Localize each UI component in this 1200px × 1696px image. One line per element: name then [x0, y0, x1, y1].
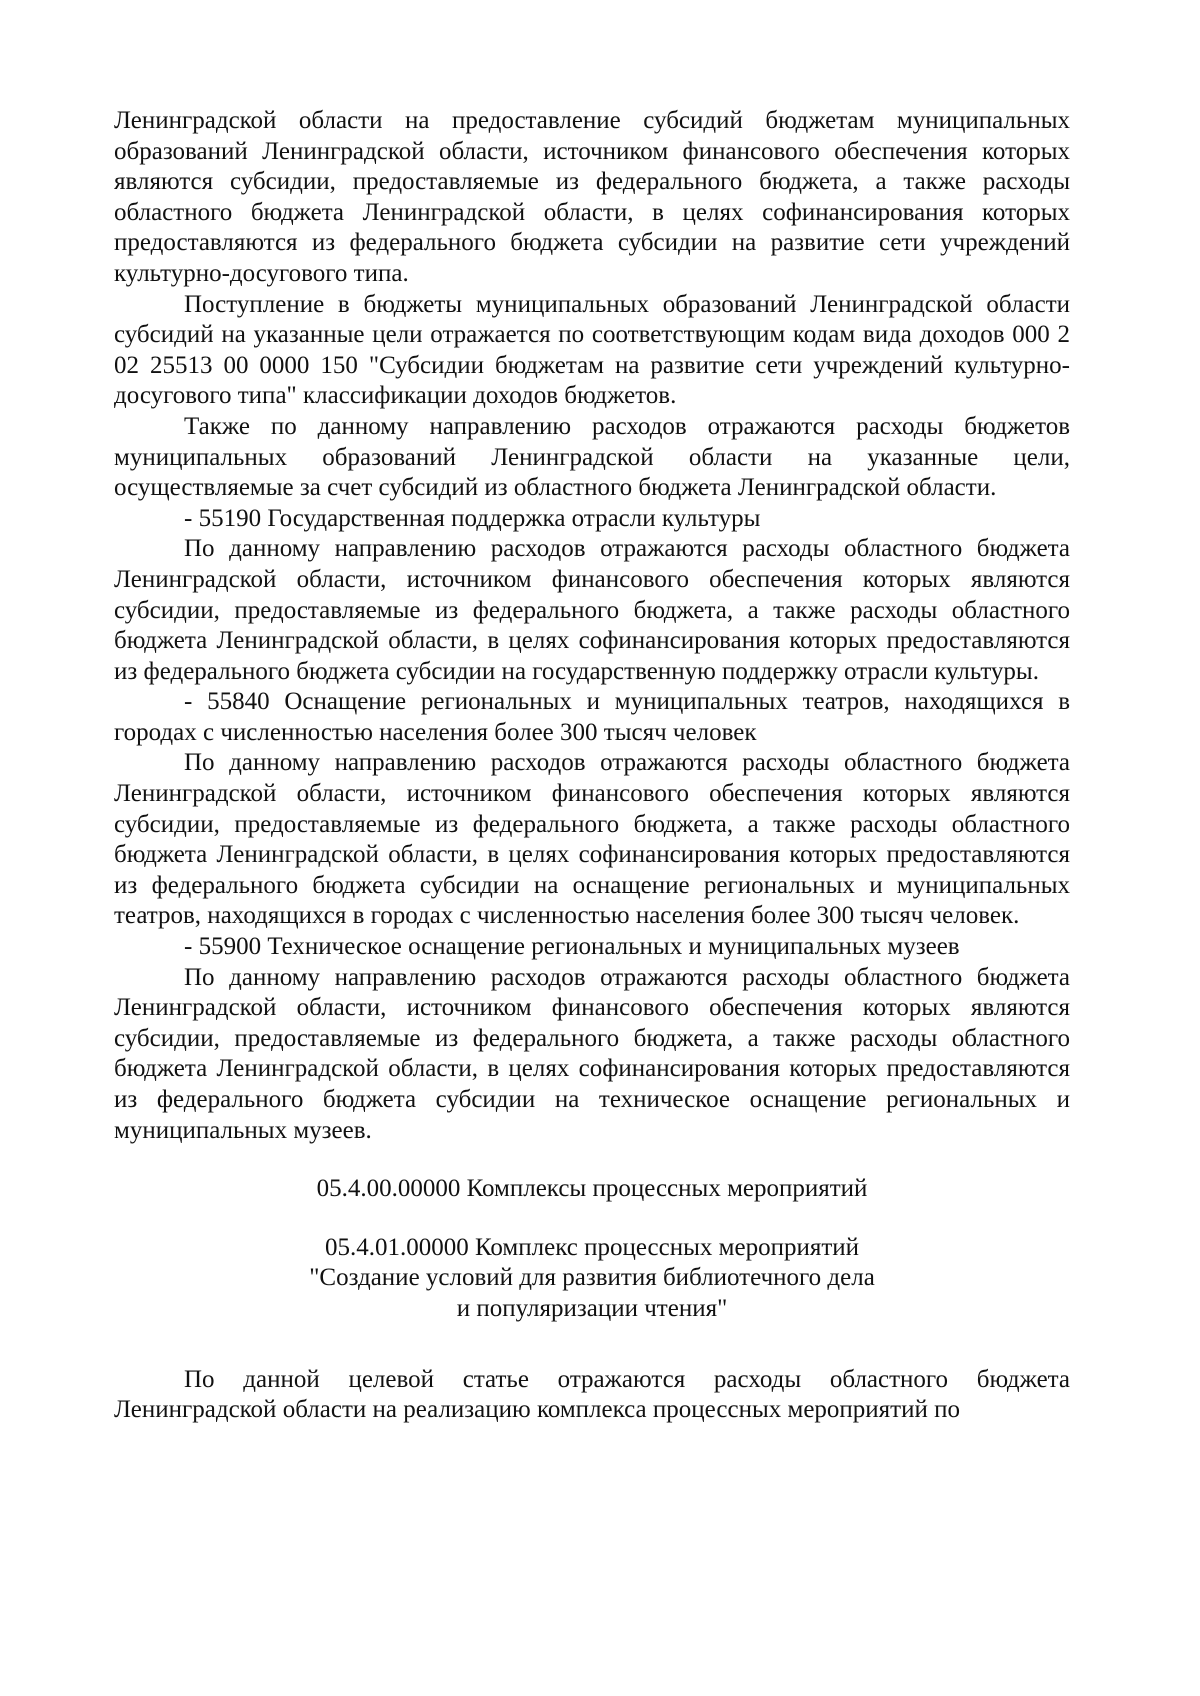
section-heading: 05.4.00.00000 Комплексы процессных мероприятий: [316, 1175, 868, 1203]
list-item-code-55190: - 55190 Государственная поддержка отрасли культуры: [184, 504, 761, 532]
paragraph: По данному направлению расходов отражаются расходы областного бюджета Ленинградской области, источником финансового обеспечения которых являются субсидии, предоставляемые из федерального бюджета, а также расходы областного бюджета Ленинградской области, в целях софинансирования которых предоставляются из федерального бюджета субсидии на техническое оснащение региональных и муниципальных музеев.: [114, 963, 1070, 1144]
paragraph: Поступление в бюджеты муниципальных образований Ленинградской области субсидий на указанные цели отражается по соответствующим кодам вида доходов 000 2 02 25513 00 0000 150 "Субсидии бюджетам на развитие сети учреждений культурно-досугового типа" классификации доходов бюджетов.: [114, 290, 1070, 410]
paragraph: Ленинградской области на предоставление субсидий бюджетам муниципальных образований Ленинградской области, источником финансового обеспечения которых являются субсидии, предоставляемые из федерального бюджета, а также расходы областного бюджета Ленинградской области, в целях софинансирования которых предоставляются из федерального бюджета субсидии на развитие сети учреждений культурно-досугового типа.: [114, 107, 1070, 287]
subsection-heading: [114, 1233, 1070, 1325]
paragraph: По данной целевой статье отражаются расходы областного бюджета Ленинградской области на реализацию комплекса процессных мероприятий по: [114, 1365, 1070, 1424]
subsection-heading-line: 05.4.01.00000 Комплекс процессных мероприятий: [324, 1233, 860, 1261]
list-item-code-55900: - 55900 Техническое оснащение региональных и муниципальных музеев: [184, 933, 960, 961]
paragraph: По данному направлению расходов отражаются расходы областного бюджета Ленинградской области, источником финансового обеспечения которых являются субсидии, предоставляемые из федерального бюджета, а также расходы областного бюджета Ленинградской области, в целях софинансирования которых предоставляются из федерального бюджета субсидии на государственную поддержку отрасли культуры.: [114, 535, 1070, 685]
paragraph: Также по данному направлению расходов отражаются расходы бюджетов муниципальных образований Ленинградской области на указанные цели, осуществляемые за счет субсидий из областного бюджета Ленинградской области.: [114, 412, 1070, 502]
list-item-code-55840: - 55840 Оснащение региональных и муниципальных театров, находящихся в городах с численностью населения более 300 тысяч человек: [114, 688, 1070, 746]
document-page: [114, 106, 1070, 1426]
subsection-heading-line: "Создание условий для развития библиотечного дела: [309, 1264, 875, 1292]
paragraph: По данному направлению расходов отражаются расходы областного бюджета Ленинградской области, источником финансового обеспечения которых являются субсидии, предоставляемые из федерального бюджета, а также расходы областного бюджета Ленинградской области, в целях софинансирования которых предоставляются из федерального бюджета субсидии на оснащение региональных и муниципальных театров, находящихся в городах с численностью населения более 300 тысяч человек.: [114, 749, 1070, 930]
subsection-heading-line: и популяризации чтения": [456, 1294, 728, 1322]
